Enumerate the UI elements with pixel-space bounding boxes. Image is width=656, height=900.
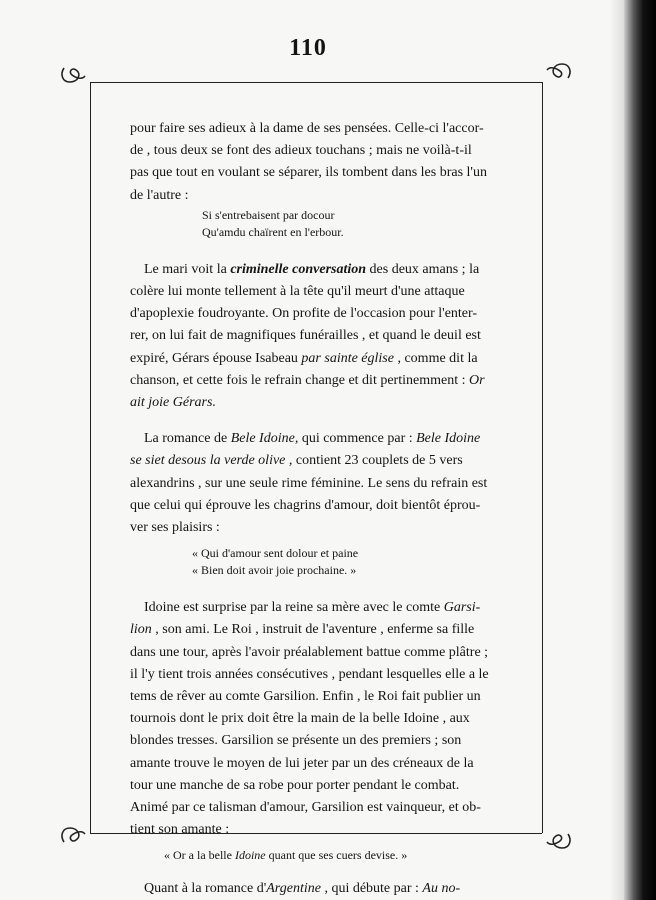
verse-line: « Qui d'amour sent dolour et paine [192,546,359,561]
text-line: que celui qui éprouve les chagrins d'amour, doit bientôt éprou- [130,497,481,513]
page-gutter-shadow [610,0,624,900]
text-line: amante trouve le moyen de lui jeter par un des créneaux de la [130,755,474,771]
frame-top-rule [90,82,542,83]
text-line: il l'y tient trois années consécutives , pendant lesquelles elle a le [130,666,489,682]
book-spine-edge [624,0,656,900]
text-line: ver ses plaisirs : [130,520,220,536]
text-line: alexandrins , sur une seule rime féminine. Le sens du refrain est [130,475,488,491]
verse-line: Si s'entrebaisent par docour [202,207,335,222]
verse-quote-1 [130,207,502,241]
text-line: pour faire ses adieux à la dame de ses pensées. Celle-ci l'accor- [130,121,484,136]
text-line: blondes tresses. Garsilion se présente un des premiers ; son [130,733,462,749]
paragraph-1 [130,118,502,207]
text-line: ait joie Gérars. [130,395,216,411]
corner-ornament-bottom-left [58,820,88,850]
text-line: chanson, et cette fois le refrain change et dit pertinemment : Or [130,372,485,388]
verse-line: « Bien doit avoir joie prochaine. » [192,563,357,578]
verse-quote-3 [130,847,502,864]
text-line: de l'autre : [130,187,189,203]
text-line: expiré, Gérars épouse Isabeau par sainte église , comme dit la [130,350,478,366]
frame-left-rule [90,82,91,833]
text-line: dans une tour, après l'avoir préalablement battue comme plâtre ; [130,644,489,660]
body-text [130,118,502,900]
page-number: 110 [289,35,327,61]
text-line: tournois dont le prix doit être la main de la belle Idoine , aux [130,711,470,727]
corner-ornament-top-left [58,60,88,90]
paragraph-5 [130,878,502,900]
text-line: lion , son ami. Le Roi , instruit de l'aventure , enferme sa fille [130,622,475,638]
text-line: La romance de Bele Idoine, qui commence par : Bele Idoine [144,431,481,447]
verse-line: Qu'amdu chaïrent en l'erbour. [202,224,344,239]
text-line: pas que tout en voulant se séparer, ils tombent dans les bras l'un [130,165,487,181]
text-line: Le mari voit la criminelle conversation des deux amans ; la [144,261,480,277]
text-line: Animé par ce talisman d'amour, Garsilion est vainqueur, et ob- [130,800,481,816]
text-line: tour une manche de sa robe pour porter pendant le combat. [130,777,460,793]
paragraph-2 [130,259,502,414]
text-line: d'apoplexie foudroyante. On profite de l'occasion pour l'enter- [130,306,478,322]
text-line: Idoine est surprise par la reine sa mère avec le comte Garsi- [144,600,481,616]
paragraph-4 [130,597,502,841]
text-line: tems de rêver au comte Garsilion. Enfin , le Roi fait publier un [130,689,481,705]
frame-right-rule [542,82,543,833]
text-line: colère lui monte tellement à la tête qu'il meurt d'une attaque [130,284,465,300]
text-line: Quant à la romance d'Argentine , qui débute par : Au no- [144,881,461,897]
paragraph-3 [130,428,502,539]
text-line: rer, on lui fait de magnifiques funérailles , et quand le deuil est [130,328,481,344]
verse-quote-2 [130,545,502,579]
corner-ornament-bottom-right [544,826,574,856]
text-line: tient son amante : [130,822,230,838]
text-line: se siet desous la verde olive , contient 23 couplets de 5 vers [130,453,463,469]
verse-line: « Or a la belle Idoine quant que ses cuers devise. » [164,848,408,863]
text-line: de , tous deux se font des adieux touchans ; mais ne voilà-t-il [130,143,472,159]
corner-ornament-top-right [544,56,574,86]
